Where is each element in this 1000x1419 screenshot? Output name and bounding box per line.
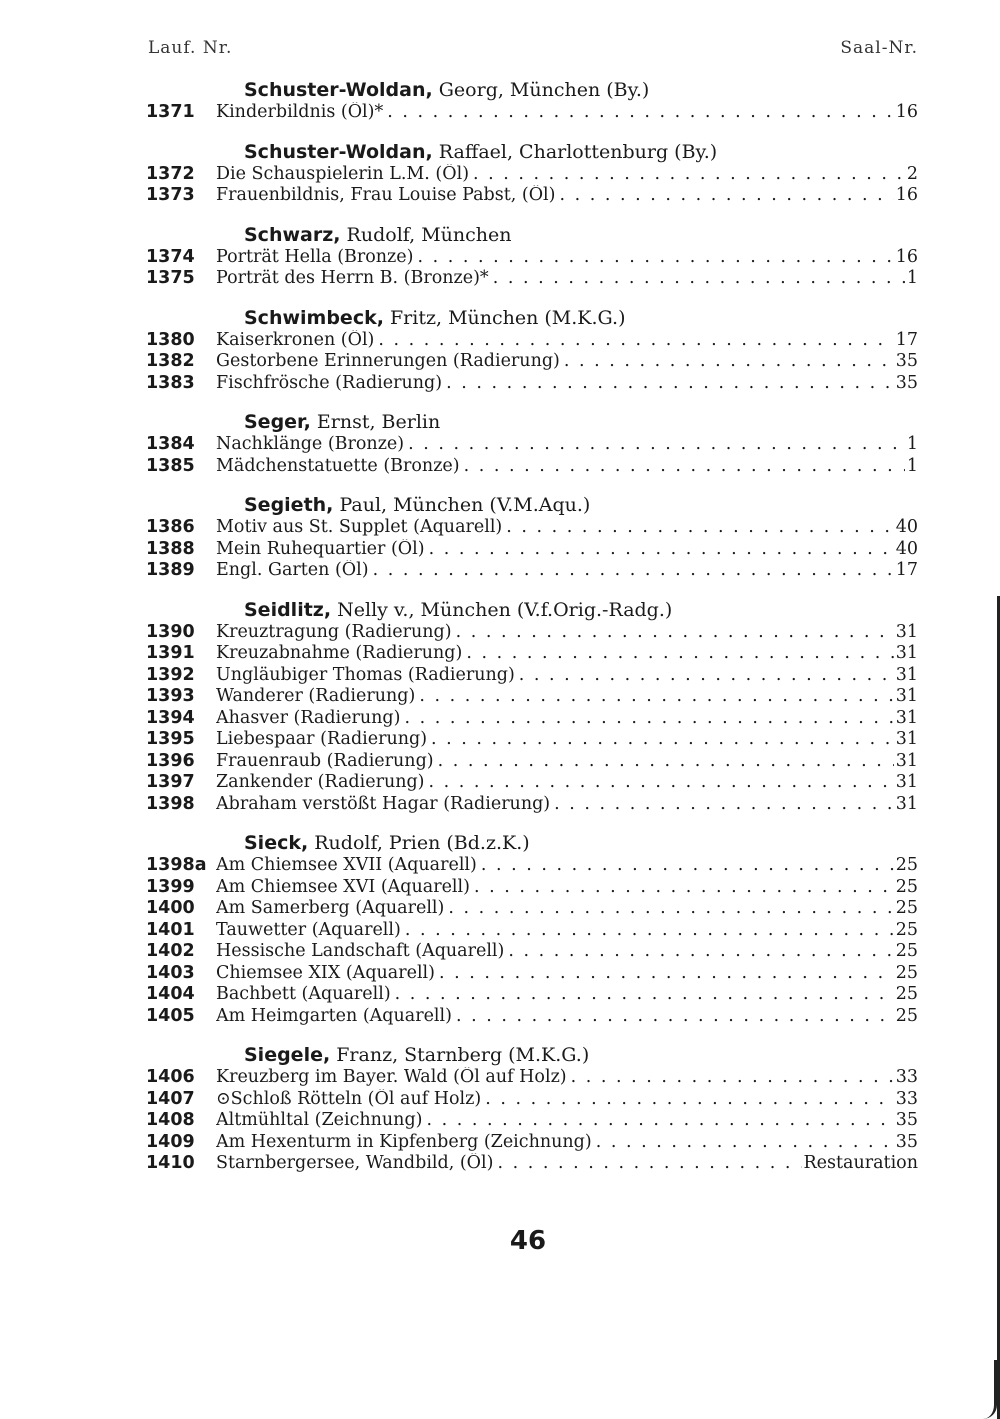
saal-nr: 35 — [895, 372, 918, 393]
lauf-nr: 1405 — [146, 1005, 195, 1026]
dot-leader — [429, 772, 894, 794]
catalog-row — [146, 751, 918, 773]
artwork-title: Hessische Landschaft (Aquarell) — [216, 941, 505, 961]
saal-nr: 1 — [906, 268, 918, 288]
saal-nr: 31 — [895, 772, 918, 792]
artwork-title: Wanderer (Radierung) — [216, 686, 416, 706]
dot-leader — [395, 984, 894, 1006]
catalog-entries — [146, 78, 918, 1191]
artwork-title: Die Schauspielerin L.M. (Öl) — [216, 163, 470, 184]
saal-nr: 25 — [895, 1005, 918, 1026]
catalog-row — [146, 102, 918, 124]
saal-nr: 25 — [895, 898, 918, 918]
artist-name: Sieck, — [244, 832, 309, 854]
saal-nr: 2 — [906, 163, 918, 184]
dot-leader — [493, 268, 905, 290]
lauf-nr: 1373 — [146, 185, 195, 205]
dot-leader — [431, 729, 894, 751]
dot-leader — [485, 1089, 894, 1111]
saal-nr: 31 — [895, 707, 918, 728]
artwork-title: Ungläubiger Thomas (Radierung) — [216, 664, 515, 685]
saal-nr: 31 — [895, 686, 918, 706]
dot-leader — [456, 622, 894, 644]
artwork-title: Fischfrösche (Radierung) — [216, 372, 443, 393]
artwork-title: Mädchenstatuette (Bronze) — [216, 455, 460, 476]
lauf-nr: 1386 — [146, 517, 195, 537]
artwork-title: Kreuzabnahme (Radierung) — [216, 643, 463, 663]
artist-details: Nelly v., München (V.f.Orig.-Radg.) — [337, 598, 673, 621]
saal-nr: 40 — [895, 517, 918, 537]
dot-leader — [439, 963, 894, 985]
artist-name: Seidlitz, — [244, 598, 332, 621]
artwork-title: Starnbergersee, Wandbild, (Öl) — [216, 1153, 494, 1173]
dot-leader — [564, 351, 894, 373]
artwork-title: Kreuztragung (Radierung) — [216, 621, 452, 642]
saal-nr: 31 — [895, 621, 918, 642]
artist-name: Schuster-Woldan, — [244, 79, 433, 101]
catalog-row — [146, 1089, 918, 1111]
artist-heading — [244, 78, 918, 102]
lauf-nr: 1409 — [146, 1131, 195, 1152]
artwork-title: Zankender (Radierung) — [216, 772, 425, 792]
saal-nr: 25 — [895, 984, 918, 1004]
lauf-nr: 1383 — [146, 372, 195, 393]
catalog-row — [146, 877, 918, 899]
lauf-nr: 1374 — [146, 246, 195, 267]
column-header-saal-nr: Saal-Nr. — [840, 38, 918, 58]
artist-name: Segieth, — [244, 494, 334, 516]
catalog-row — [146, 920, 918, 942]
artwork-title: Am Hexenturm in Kipfenberg (Zeichnung) — [216, 1131, 592, 1152]
saal-nr: 25 — [895, 876, 918, 897]
lauf-nr: 1395 — [146, 729, 195, 749]
column-header-lauf-nr: Lauf. Nr. — [148, 38, 233, 58]
artist-heading — [244, 1043, 918, 1067]
dot-leader — [448, 898, 893, 920]
artist-details: Rudolf, München — [346, 223, 512, 246]
artist-details: Fritz, München (M.K.G.) — [390, 306, 626, 329]
saal-nr: 17 — [895, 329, 918, 350]
catalog-row — [146, 794, 918, 816]
lauf-nr: 1403 — [146, 962, 195, 983]
artist-group — [146, 78, 918, 124]
catalog-row — [146, 373, 918, 395]
saal-nr: 25 — [895, 855, 918, 875]
catalog-row — [146, 772, 918, 794]
dot-leader — [426, 1110, 893, 1132]
saal-nr: 35 — [895, 1131, 918, 1152]
dot-leader — [519, 665, 894, 687]
page-corner-shadow — [980, 1360, 997, 1419]
artwork-title: Frauenbildnis, Frau Louise Pabst, (Öl) — [216, 185, 556, 205]
catalog-row — [146, 708, 918, 730]
artist-group — [146, 1043, 918, 1175]
saal-nr: 31 — [895, 729, 918, 749]
catalog-row — [146, 560, 918, 582]
dot-leader — [446, 373, 894, 395]
catalog-row — [146, 517, 918, 539]
dot-leader — [456, 1006, 894, 1028]
dot-leader — [559, 185, 893, 207]
artwork-title: Altmühltal (Zeichnung) — [216, 1110, 423, 1130]
lauf-nr: 1375 — [146, 268, 195, 288]
lauf-nr: 1394 — [146, 707, 195, 728]
dot-leader — [497, 1153, 801, 1175]
saal-nr: 35 — [895, 351, 918, 371]
saal-nr: 25 — [895, 919, 918, 940]
artwork-title: Am Heimgarten (Aquarell) — [216, 1005, 452, 1026]
artist-group — [146, 306, 918, 395]
artwork-title: Motiv aus St. Supplet (Aquarell) — [216, 517, 503, 537]
lauf-nr: 1384 — [146, 434, 195, 454]
lauf-nr: 1401 — [146, 919, 195, 940]
artwork-title: Porträt Hella (Bronze) — [216, 246, 414, 267]
dot-leader — [387, 102, 893, 124]
saal-nr: 25 — [895, 941, 918, 961]
artist-group — [146, 493, 918, 582]
artwork-title: Liebespaar (Radierung) — [216, 729, 428, 749]
lauf-nr: 1406 — [146, 1067, 195, 1087]
lauf-nr: 1392 — [146, 664, 195, 685]
catalog-row — [146, 1110, 918, 1132]
catalog-row — [146, 351, 918, 373]
artwork-title: Kreuzberg im Bayer. Wald (Öl auf Holz) — [216, 1067, 567, 1087]
lauf-nr: 1398 — [146, 793, 195, 814]
lauf-nr: 1385 — [146, 455, 195, 476]
artist-heading — [244, 306, 918, 330]
artwork-title: Porträt des Herrn B. (Bronze)* — [216, 268, 489, 288]
catalog-row — [146, 1132, 918, 1154]
catalog-row — [146, 643, 918, 665]
artist-name: Schuster-Woldan, — [244, 140, 433, 163]
saal-nr: Restauration — [803, 1153, 918, 1173]
saal-nr: 16 — [895, 246, 918, 267]
dot-leader — [554, 794, 894, 816]
artist-name: Schwarz, — [244, 223, 341, 246]
dot-leader — [571, 1067, 894, 1089]
artwork-title: Am Samerberg (Aquarell) — [216, 898, 445, 918]
artwork-title: Bachbett (Aquarell) — [216, 984, 391, 1004]
lauf-nr: 1408 — [146, 1110, 195, 1130]
catalog-row — [146, 622, 918, 644]
catalog-row — [146, 686, 918, 708]
dot-leader — [417, 247, 893, 269]
artwork-title: Kinderbildnis (Öl)* — [216, 102, 384, 122]
catalog-row — [146, 434, 918, 456]
dot-leader — [481, 855, 894, 877]
artwork-title: Frauenraub (Radierung) — [216, 750, 434, 771]
saal-nr: 31 — [895, 643, 918, 663]
catalog-row — [146, 665, 918, 687]
artwork-title: Abraham verstößt Hagar (Radierung) — [216, 793, 551, 814]
artist-details: Franz, Starnberg (M.K.G.) — [336, 1044, 590, 1066]
artist-group — [146, 410, 918, 477]
catalog-row — [146, 164, 918, 186]
artist-details: Georg, München (By.) — [438, 79, 650, 101]
saal-nr: 33 — [895, 1067, 918, 1087]
dot-leader — [429, 539, 894, 561]
lauf-nr: 1400 — [146, 898, 195, 918]
saal-nr: 35 — [895, 1110, 918, 1130]
artwork-title: Ahasver (Radierung) — [216, 707, 401, 728]
artwork-title: Mein Ruhequartier (Öl) — [216, 538, 425, 559]
saal-nr: 31 — [895, 750, 918, 771]
catalog-row — [146, 539, 918, 561]
artist-heading — [244, 410, 918, 434]
artwork-title: ⊙Schloß Rötteln (Öl auf Holz) — [216, 1088, 482, 1109]
dot-leader — [596, 1132, 894, 1154]
artist-details: Raffael, Charlottenburg (By.) — [438, 140, 718, 163]
dot-leader — [466, 643, 893, 665]
artist-group — [146, 140, 918, 207]
dot-leader — [404, 708, 893, 730]
artwork-title: Am Chiemsee XVII (Aquarell) — [216, 855, 477, 875]
dot-leader — [408, 434, 905, 456]
saal-nr: 31 — [895, 793, 918, 814]
catalog-row — [146, 456, 918, 478]
saal-nr: 1 — [906, 434, 918, 454]
artist-group — [146, 598, 918, 816]
artist-group — [146, 223, 918, 290]
lauf-nr: 1382 — [146, 351, 195, 371]
artist-heading — [244, 493, 918, 517]
saal-nr: 25 — [895, 962, 918, 983]
artist-details: Paul, München (V.M.Aqu.) — [339, 494, 591, 516]
lauf-nr: 1396 — [146, 750, 195, 771]
dot-leader — [474, 877, 894, 899]
dot-leader — [405, 920, 894, 942]
catalog-row — [146, 247, 918, 269]
dot-leader — [438, 751, 894, 773]
lauf-nr: 1388 — [146, 538, 195, 559]
catalog-row — [146, 1067, 918, 1089]
artist-heading — [244, 140, 918, 164]
lauf-nr: 1391 — [146, 643, 195, 663]
lauf-nr: 1372 — [146, 163, 195, 184]
page-number: 46 — [509, 1226, 547, 1256]
dot-leader — [508, 941, 893, 963]
dot-leader — [473, 164, 905, 186]
dot-leader — [419, 686, 893, 708]
saal-nr: 1 — [906, 455, 918, 476]
lauf-nr: 1402 — [146, 941, 195, 961]
lauf-nr: 1390 — [146, 621, 195, 642]
artwork-title: Gestorbene Erinnerungen (Radierung) — [216, 351, 560, 371]
catalog-row — [146, 855, 918, 877]
saal-nr: 16 — [895, 185, 918, 205]
artist-heading — [244, 598, 918, 622]
saal-nr: 17 — [895, 560, 918, 580]
lauf-nr: 1404 — [146, 984, 195, 1004]
artist-heading — [244, 831, 918, 855]
dot-leader — [378, 330, 893, 352]
catalog-row — [146, 898, 918, 920]
artist-heading — [244, 223, 918, 247]
catalog-row — [146, 185, 918, 207]
artwork-title: Chiemsee XIX (Aquarell) — [216, 962, 435, 983]
lauf-nr: 1399 — [146, 876, 195, 897]
artist-details: Ernst, Berlin — [316, 411, 441, 433]
lauf-nr: 1389 — [146, 560, 195, 580]
catalog-row — [146, 963, 918, 985]
artist-details: Rudolf, Prien (Bd.z.K.) — [314, 832, 530, 854]
artwork-title: Nachklänge (Bronze) — [216, 434, 405, 454]
artwork-title: Kaiserkronen (Öl) — [216, 329, 375, 350]
dot-leader — [506, 517, 893, 539]
catalog-row — [146, 1153, 918, 1175]
lauf-nr: 1398a — [146, 855, 207, 875]
catalog-row — [146, 330, 918, 352]
dot-leader — [464, 456, 905, 478]
catalog-row — [146, 729, 918, 751]
saal-nr: 16 — [895, 102, 918, 122]
artwork-title: Am Chiemsee XVI (Aquarell) — [216, 876, 470, 897]
lauf-nr: 1393 — [146, 686, 195, 706]
saal-nr: 40 — [895, 538, 918, 559]
saal-nr: 31 — [895, 664, 918, 685]
artist-name: Seger, — [244, 411, 311, 433]
lauf-nr: 1380 — [146, 329, 195, 350]
lauf-nr: 1407 — [146, 1088, 195, 1109]
catalog-row — [146, 984, 918, 1006]
artwork-title: Engl. Garten (Öl) — [216, 560, 369, 580]
artist-name: Siegele, — [244, 1044, 331, 1066]
artist-group — [146, 831, 918, 1027]
catalog-row — [146, 268, 918, 290]
artist-name: Schwimbeck, — [244, 306, 384, 329]
saal-nr: 33 — [895, 1088, 918, 1109]
catalog-row — [146, 941, 918, 963]
lauf-nr: 1397 — [146, 772, 195, 792]
lauf-nr: 1371 — [146, 102, 195, 122]
dot-leader — [373, 560, 894, 582]
artwork-title: Tauwetter (Aquarell) — [216, 919, 401, 940]
catalog-row — [146, 1006, 918, 1028]
lauf-nr: 1410 — [146, 1153, 195, 1173]
